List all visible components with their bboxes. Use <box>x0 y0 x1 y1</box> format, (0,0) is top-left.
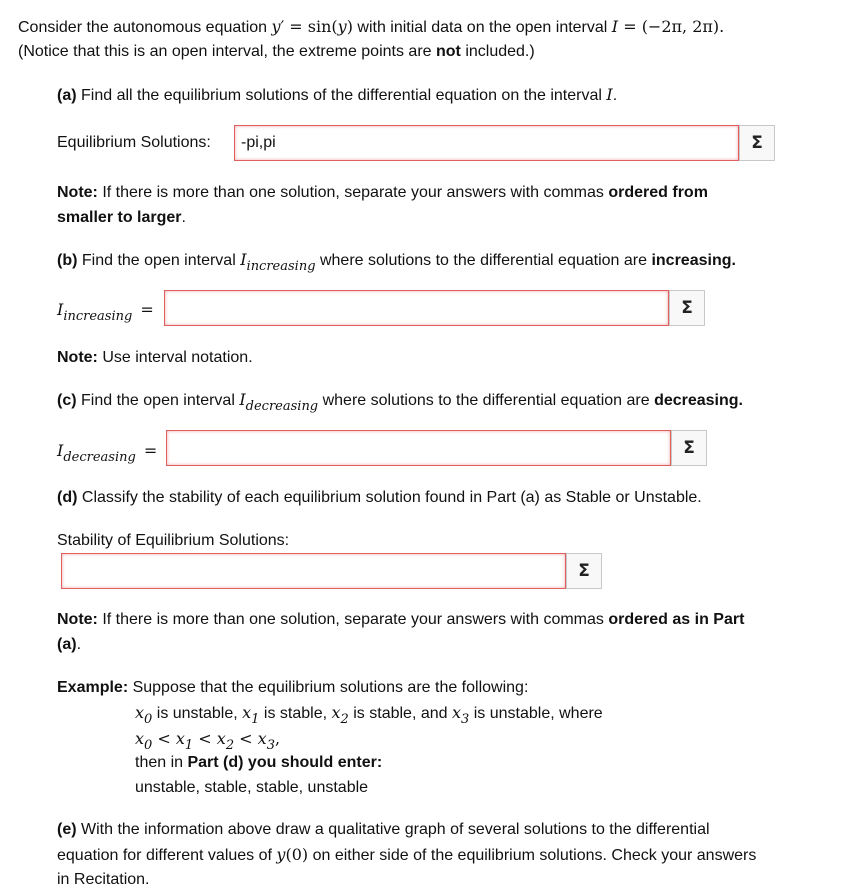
part-b-note <box>57 348 253 368</box>
intro-line-2 <box>18 42 535 62</box>
increasing-label <box>57 300 154 327</box>
math-I: I <box>606 85 613 104</box>
math-subscript: 0 <box>144 738 153 753</box>
part-a-note-2 <box>57 208 186 228</box>
note-bold: ordered from <box>608 184 708 201</box>
math-subscript: 3 <box>461 712 470 727</box>
math-paren: ) <box>346 17 353 36</box>
math-x: x <box>331 703 341 722</box>
sigma-icon[interactable]: Σ <box>739 125 775 161</box>
math-subscript: 0 <box>144 712 153 727</box>
note-label: Note: <box>57 349 98 366</box>
note-bold: smaller to larger <box>57 209 182 226</box>
math-subscript: increasing <box>63 309 133 324</box>
part-d-note-2 <box>57 635 81 655</box>
math-subscript: 2 <box>340 712 349 727</box>
example-text: then in <box>135 754 188 771</box>
note-label: Note: <box>57 184 98 201</box>
part-c-question <box>57 390 743 417</box>
math-I: I <box>57 300 64 319</box>
math-equals: = <box>140 300 154 319</box>
math-subscript: decreasing <box>63 450 136 465</box>
note-bold: ordered as in Part <box>608 611 745 628</box>
example-text: is unstable, where <box>469 705 603 722</box>
example-text: Suppose that the equilibrium solutions are the following: <box>128 679 529 696</box>
math-subscript: 2 <box>225 738 235 753</box>
part-a-note-1 <box>57 183 708 203</box>
math-lt: < <box>193 729 217 748</box>
note-text: If there is more than one solution, separate your answers with commas <box>97 611 609 628</box>
example-text: is unstable, <box>152 705 243 722</box>
part-label: (b) <box>57 252 78 269</box>
part-b-question <box>57 250 736 277</box>
example-label: Example: <box>57 679 129 696</box>
math-I: I <box>611 17 619 36</box>
punct: . <box>181 209 186 226</box>
example-line-2 <box>135 703 603 730</box>
math-subscript: 1 <box>184 738 194 753</box>
example-text: is stable, and <box>348 705 452 722</box>
increasing-interval-input[interactable] <box>164 290 669 326</box>
math-subscript: 1 <box>251 712 260 727</box>
part-a-question <box>57 85 617 106</box>
example-bold: Part (d) you should enter: <box>187 754 383 771</box>
sigma-icon[interactable]: Σ <box>566 553 602 589</box>
intro-bold: not <box>436 43 461 60</box>
math-y: y <box>271 17 281 36</box>
math-x: x <box>216 729 226 748</box>
math-y: y <box>276 845 286 864</box>
decreasing-interval-input[interactable] <box>166 430 671 466</box>
question-bold: increasing. <box>651 252 736 269</box>
intro-line-1 <box>18 17 724 38</box>
example-line-5: unstable, stable, stable, unstable <box>135 779 369 796</box>
part-d-note-1 <box>57 610 744 630</box>
math-y: y <box>337 17 347 36</box>
part-d-question <box>57 488 702 508</box>
intro-text: with initial data on the open interval <box>352 19 612 36</box>
punct: . <box>76 636 82 653</box>
part-e-line-2 <box>57 845 756 866</box>
math-interval: = (−2π, 2π). <box>618 17 725 36</box>
math-I: I <box>239 390 246 409</box>
note-label: Note: <box>57 611 98 628</box>
math-sin: = sin( <box>284 17 338 36</box>
math-lt: < <box>152 729 176 748</box>
part-label: (c) <box>57 392 77 409</box>
math-x: x <box>451 703 461 722</box>
question-text: Find all the equilibrium solutions of the differential equation on the interval <box>76 87 607 104</box>
math-equals: = <box>143 441 158 460</box>
sigma-icon[interactable]: Σ <box>669 290 705 326</box>
math-subscript: 3 <box>266 738 275 753</box>
question-text: Classify the stability of each equilibrium solution found in Part (a) as Stable or Unstable. <box>77 489 702 506</box>
math-x: x <box>257 729 267 748</box>
example-line-1 <box>57 678 528 698</box>
math-lt: < <box>234 729 258 748</box>
decreasing-label <box>57 441 157 468</box>
intro-text: Consider the autonomous equation <box>18 19 272 36</box>
intro-text: included.) <box>460 43 535 60</box>
question-text: on either side of the equilibrium solutions. Check your answers <box>308 847 757 864</box>
question-text: where solutions to the differential equation are <box>318 392 655 409</box>
math-x: x <box>242 703 252 722</box>
math-x: x <box>135 703 145 722</box>
equilibrium-label: Equilibrium Solutions: <box>57 134 211 151</box>
part-e-line-3: in Recitation. <box>57 871 150 888</box>
sigma-icon[interactable]: Σ <box>671 430 707 466</box>
question-text: equation for different values of <box>57 847 277 864</box>
part-label: (a) <box>57 87 77 104</box>
math-subscript: decreasing <box>245 399 319 414</box>
example-line-3 <box>135 729 280 756</box>
stability-input[interactable] <box>61 553 566 589</box>
math-x: x <box>135 729 145 748</box>
note-text: Use interval notation. <box>97 349 253 366</box>
math-comma: , <box>274 729 281 748</box>
stability-label: Stability of Equilibrium Solutions: <box>57 532 290 549</box>
punct: . <box>612 87 618 104</box>
math-I: I <box>240 250 247 269</box>
question-text: where solutions to the differential equation are <box>315 252 652 269</box>
question-text: Find the open interval <box>77 252 241 269</box>
note-text: If there is more than one solution, separate your answers with commas <box>97 184 609 201</box>
part-e-line-1 <box>57 820 710 840</box>
part-label: (e) <box>57 821 77 838</box>
math-x: x <box>175 729 185 748</box>
question-text: With the information above draw a qualitative graph of several solutions to the differential <box>76 821 710 838</box>
math-subscript: increasing <box>246 259 316 274</box>
equilibrium-solutions-input[interactable]: -pi,pi <box>234 125 739 161</box>
math-prime: ′ <box>280 17 285 36</box>
question-bold: decreasing. <box>654 392 743 409</box>
math-I: I <box>57 441 64 460</box>
math-paren: (0) <box>285 845 309 864</box>
note-bold: (a) <box>57 636 77 653</box>
part-label: (d) <box>57 489 78 506</box>
example-text: is stable, <box>259 705 332 722</box>
example-line-4 <box>135 753 382 773</box>
question-text: Find the open interval <box>76 392 240 409</box>
intro-text: (Notice that this is an open interval, the extreme points are <box>18 43 436 60</box>
